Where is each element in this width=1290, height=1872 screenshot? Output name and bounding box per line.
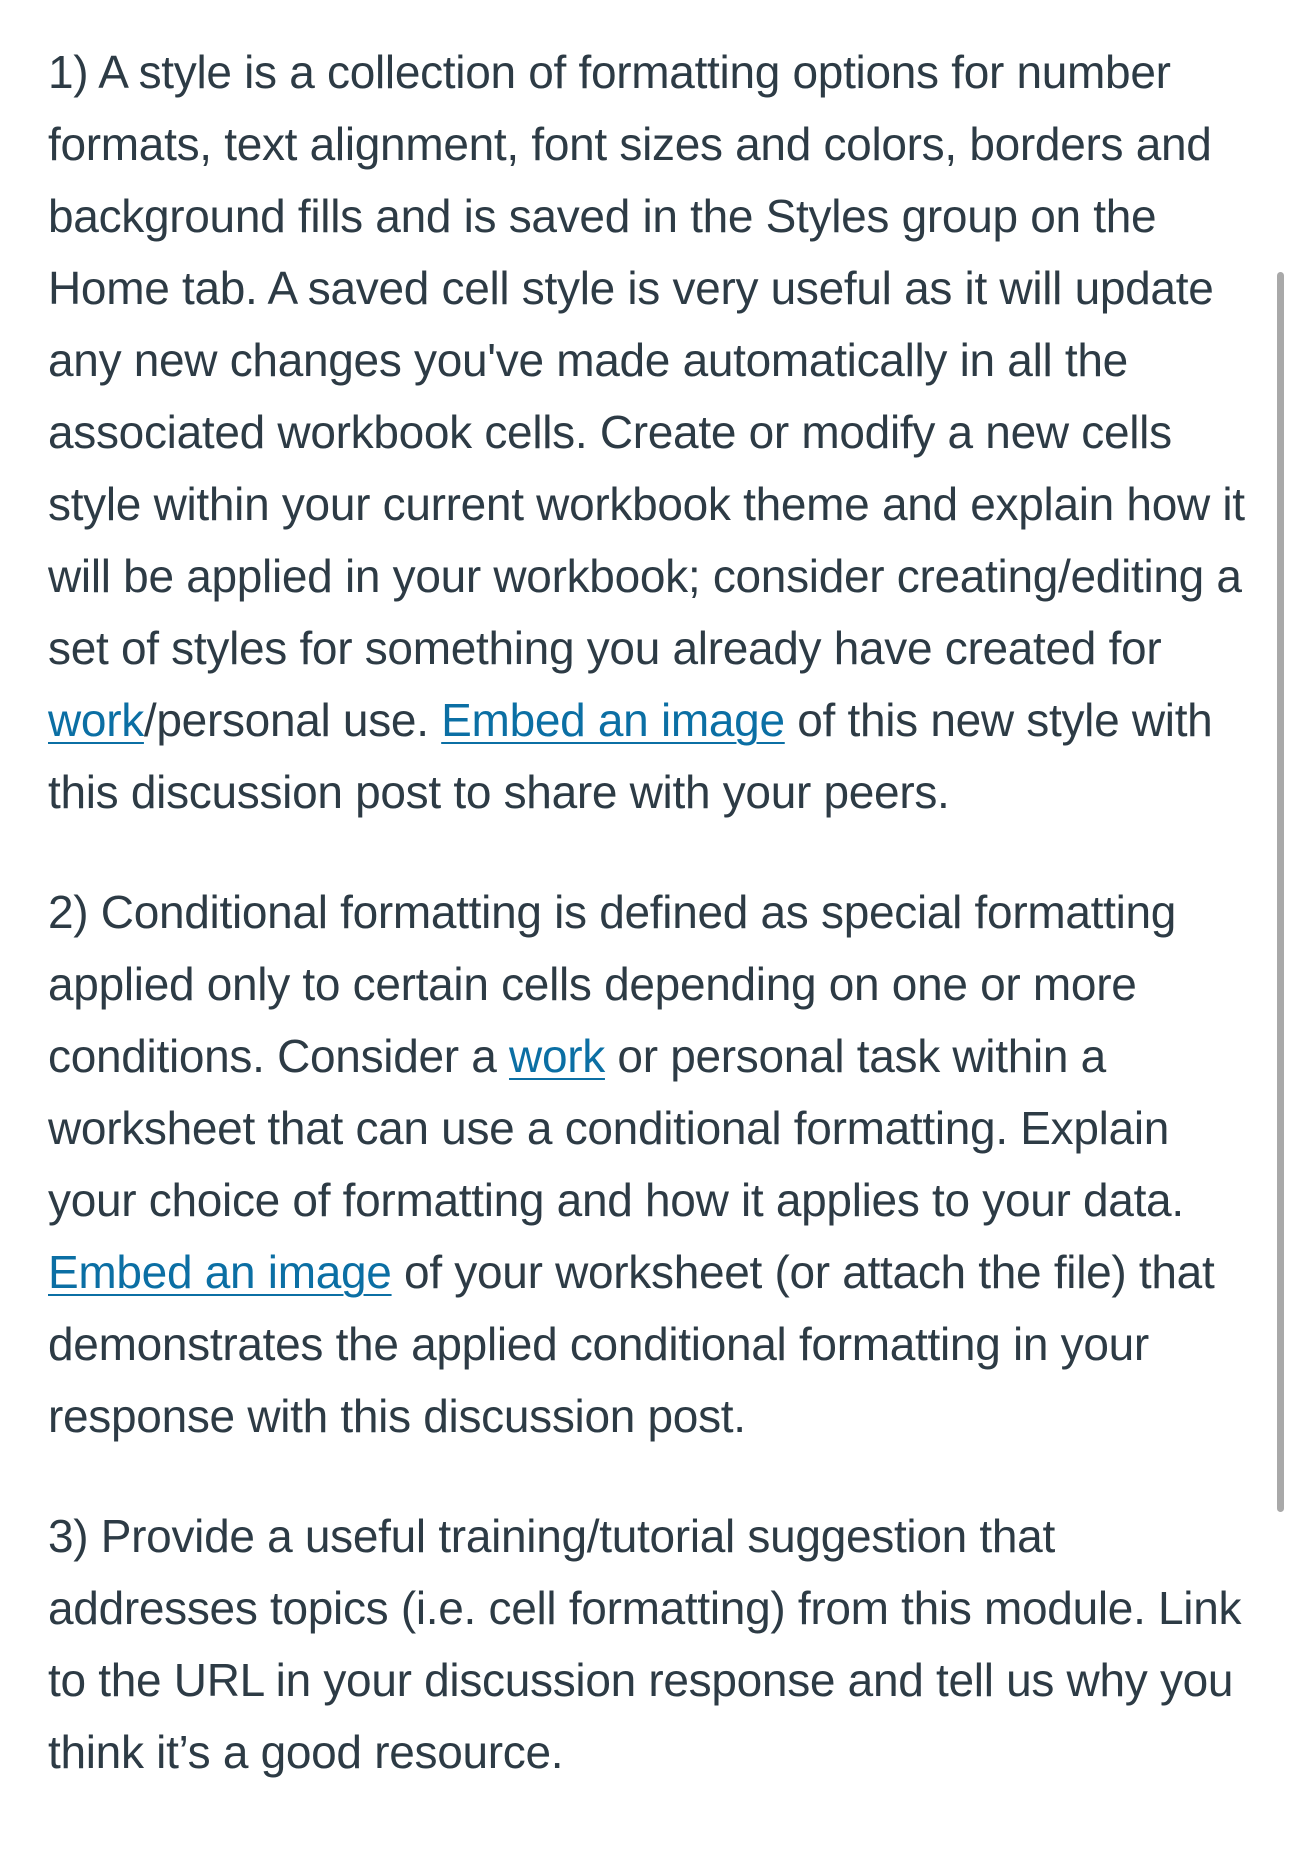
paragraph-training-suggestion — [48, 1500, 1248, 1788]
embed-image-link[interactable]: Embed an image — [441, 694, 785, 746]
paragraph-text: or personal task within a worksheet that can use a conditional formatting. Explain your choice of formatting and how it applies to your data. — [48, 1030, 1184, 1226]
paragraph-style — [48, 36, 1248, 828]
paragraph-conditional-formatting — [48, 876, 1248, 1452]
paragraph-text: 3) Provide a useful training/tutorial suggestion that addresses topics (i.e. cell formatting) from this module. Link to the URL in your discussion response and tell us why you think it’s a good resource. — [48, 1510, 1242, 1778]
work-link[interactable]: work — [509, 1030, 605, 1082]
paragraph-text: 1) A style is a collection of formatting options for number formats, text alignment, font sizes and colors, borders and background fills and is saved in the Styles group on the Home tab. A saved cell style is very useful as it will update any new changes you've made automatically in all the associated workbook cells. Create or modify a new cells style within your current workbook theme and explain how it will be applied in your workbook; consider creating/editing a set of styles for something you already have created for — [48, 46, 1245, 674]
scrollbar[interactable] — [1277, 272, 1284, 1512]
paragraph-text: of your worksheet (or attach the file) that demonstrates the applied conditional formatting in your response with this discussion post. — [48, 1246, 1215, 1442]
paragraph-text: /personal use. — [143, 694, 442, 746]
discussion-prompt — [48, 36, 1248, 1788]
work-link[interactable]: work — [48, 694, 144, 746]
paragraph-text: 2) Conditional formatting is defined as special formatting applied only to certain cells depending on one or more conditions. Consider a — [48, 886, 1177, 1082]
embed-image-link[interactable]: Embed an image — [48, 1246, 392, 1298]
paragraph-text: of this new style with this discussion post to share with your peers. — [48, 694, 1213, 818]
